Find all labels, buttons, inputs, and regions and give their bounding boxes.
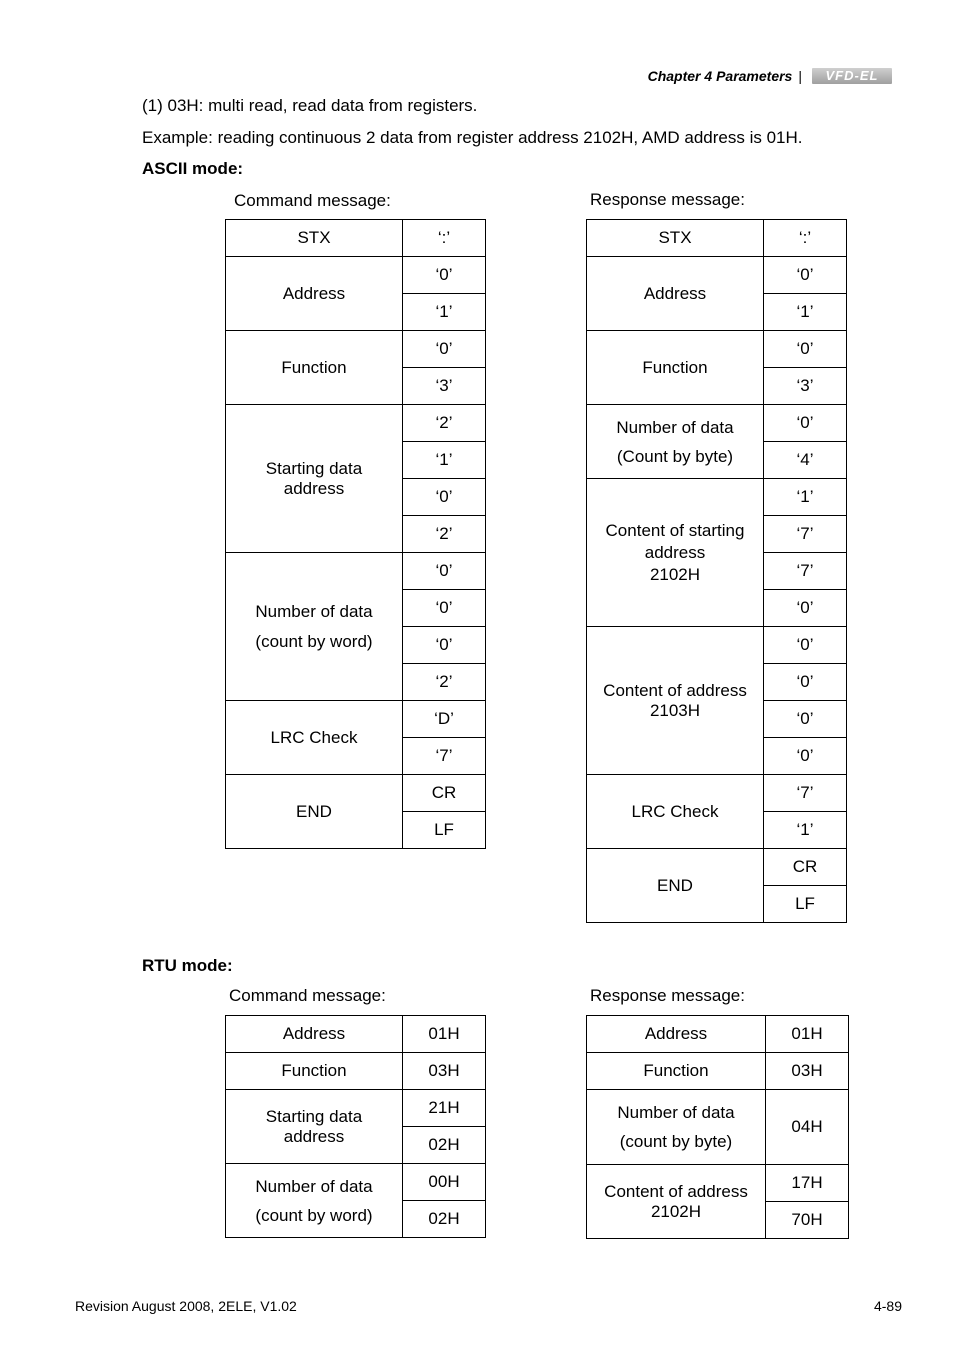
value-cell: ‘0’	[403, 553, 486, 590]
rtu-command-caption: Command message:	[229, 986, 386, 1005]
field-function: Function	[226, 331, 403, 405]
value-stx: ‘:’	[403, 220, 486, 257]
value-cell: ‘0’	[403, 590, 486, 627]
value-cell: ‘1’	[764, 812, 847, 849]
intro-line-2: Example: reading continuous 2 data from register address 2102H, AMD address is 01H.	[142, 128, 803, 147]
value-cell: ‘0’	[764, 738, 847, 775]
value-cell: ‘4’	[764, 442, 847, 479]
rtu-response-table	[586, 1015, 849, 1239]
field-label-line: Number of data	[255, 1176, 373, 1196]
value-cell: ‘0’	[403, 257, 486, 294]
value-cell: 01H	[403, 1016, 486, 1053]
value-cell: ‘7’	[764, 553, 847, 590]
rtu-response-caption: Response message:	[590, 986, 745, 1005]
footer-page-number: 4-89	[873, 1298, 902, 1314]
field-number-of-data	[587, 405, 764, 479]
field-label-line: Content of starting	[605, 520, 745, 540]
field-label-line: Number of data	[616, 417, 734, 437]
field-stx: STX	[226, 220, 403, 257]
value-cell: ‘0’	[403, 479, 486, 516]
value-cell: ‘2’	[403, 664, 486, 701]
field-function: Function	[226, 1053, 403, 1090]
field-label-line: address	[283, 1126, 345, 1146]
field-end: END	[587, 849, 764, 923]
field-starting-address	[226, 405, 403, 553]
value-cell: ‘0’	[764, 627, 847, 664]
ascii-command-table	[225, 219, 486, 849]
rtu-command-table	[225, 1015, 486, 1238]
field-address: Address	[226, 1016, 403, 1053]
field-number-of-data	[226, 1164, 403, 1238]
value-cell: 02H	[403, 1201, 486, 1238]
field-label-line: 2102H	[649, 564, 701, 584]
footer-revision: Revision August 2008, 2ELE, V1.02	[75, 1298, 297, 1314]
field-label-line: Starting data	[265, 1106, 363, 1126]
header-divider: |	[798, 68, 802, 84]
field-lrc-check: LRC Check	[587, 775, 764, 849]
value-cell: ‘0’	[403, 331, 486, 368]
value-cell: ‘7’	[764, 516, 847, 553]
value-cell: LF	[403, 812, 486, 849]
field-number-of-data	[587, 1090, 766, 1165]
field-content-starting-address	[587, 479, 764, 627]
value-cell: 00H	[403, 1164, 486, 1201]
value-cell: ‘1’	[403, 294, 486, 331]
value-cell: 70H	[766, 1202, 849, 1239]
value-cell: ‘2’	[403, 405, 486, 442]
value-cell: 01H	[766, 1016, 849, 1053]
field-label-line: Number of data	[617, 1103, 735, 1122]
field-address: Address	[587, 257, 764, 331]
value-cell: 17H	[766, 1165, 849, 1202]
value-cell: ‘3’	[764, 368, 847, 405]
value-cell: LF	[764, 886, 847, 923]
value-cell: ‘0’	[403, 627, 486, 664]
field-label-line: (count by byte)	[619, 1132, 733, 1151]
value-cell: ‘0’	[764, 405, 847, 442]
value-cell: 03H	[403, 1053, 486, 1090]
value-cell: ‘1’	[764, 479, 847, 516]
field-label-line: Number of data	[255, 601, 373, 621]
value-cell: CR	[764, 849, 847, 886]
field-label-line: (Count by byte)	[616, 446, 734, 466]
field-label-line: Content of address	[604, 1181, 748, 1201]
value-stx: ‘:’	[764, 220, 847, 257]
intro-line-1: (1) 03H: multi read, read data from registers.	[142, 96, 478, 115]
field-starting-address	[226, 1090, 403, 1164]
field-content-address	[587, 1165, 766, 1239]
field-number-of-data	[226, 553, 403, 701]
value-cell: 04H	[766, 1090, 849, 1165]
value-cell: ‘3’	[403, 368, 486, 405]
field-label-line: (count by word)	[255, 1205, 373, 1225]
value-cell: 02H	[403, 1127, 486, 1164]
value-cell: ‘0’	[764, 590, 847, 627]
value-cell: ‘1’	[403, 442, 486, 479]
ascii-response-caption: Response message:	[590, 190, 745, 209]
brand-logo: VFD-EL	[812, 68, 892, 84]
field-lrc-check: LRC Check	[226, 701, 403, 775]
field-label-line: 2102H	[650, 1201, 702, 1221]
ascii-response-table	[586, 219, 847, 923]
field-label-line: 2103H	[649, 700, 701, 720]
value-cell: ‘1’	[764, 294, 847, 331]
value-cell: ‘0’	[764, 331, 847, 368]
value-cell: ‘7’	[764, 775, 847, 812]
field-function: Function	[587, 331, 764, 405]
value-cell: ‘0’	[764, 701, 847, 738]
field-label-line: (count by word)	[255, 631, 373, 651]
field-label-line: address	[644, 542, 706, 562]
field-address: Address	[587, 1016, 766, 1053]
value-cell: 03H	[766, 1053, 849, 1090]
field-end: END	[226, 775, 403, 849]
rtu-mode-heading: RTU mode:	[142, 956, 233, 975]
field-address: Address	[226, 257, 403, 331]
value-cell: 21H	[403, 1090, 486, 1127]
ascii-command-caption: Command message:	[234, 191, 391, 210]
field-stx: STX	[587, 220, 764, 257]
value-cell: ‘0’	[764, 664, 847, 701]
value-cell: ‘D’	[403, 701, 486, 738]
chapter-title: Chapter 4 Parameters	[647, 68, 793, 84]
field-label-line: Starting data	[265, 458, 363, 478]
field-label-line: address	[283, 478, 345, 498]
value-cell: ‘2’	[403, 516, 486, 553]
value-cell: ‘7’	[403, 738, 486, 775]
value-cell: CR	[403, 775, 486, 812]
field-label-line: Content of address	[603, 680, 747, 700]
value-cell: ‘0’	[764, 257, 847, 294]
field-function: Function	[587, 1053, 766, 1090]
field-content-address	[587, 627, 764, 775]
page-header	[648, 68, 892, 84]
ascii-mode-heading: ASCII mode:	[142, 159, 244, 178]
